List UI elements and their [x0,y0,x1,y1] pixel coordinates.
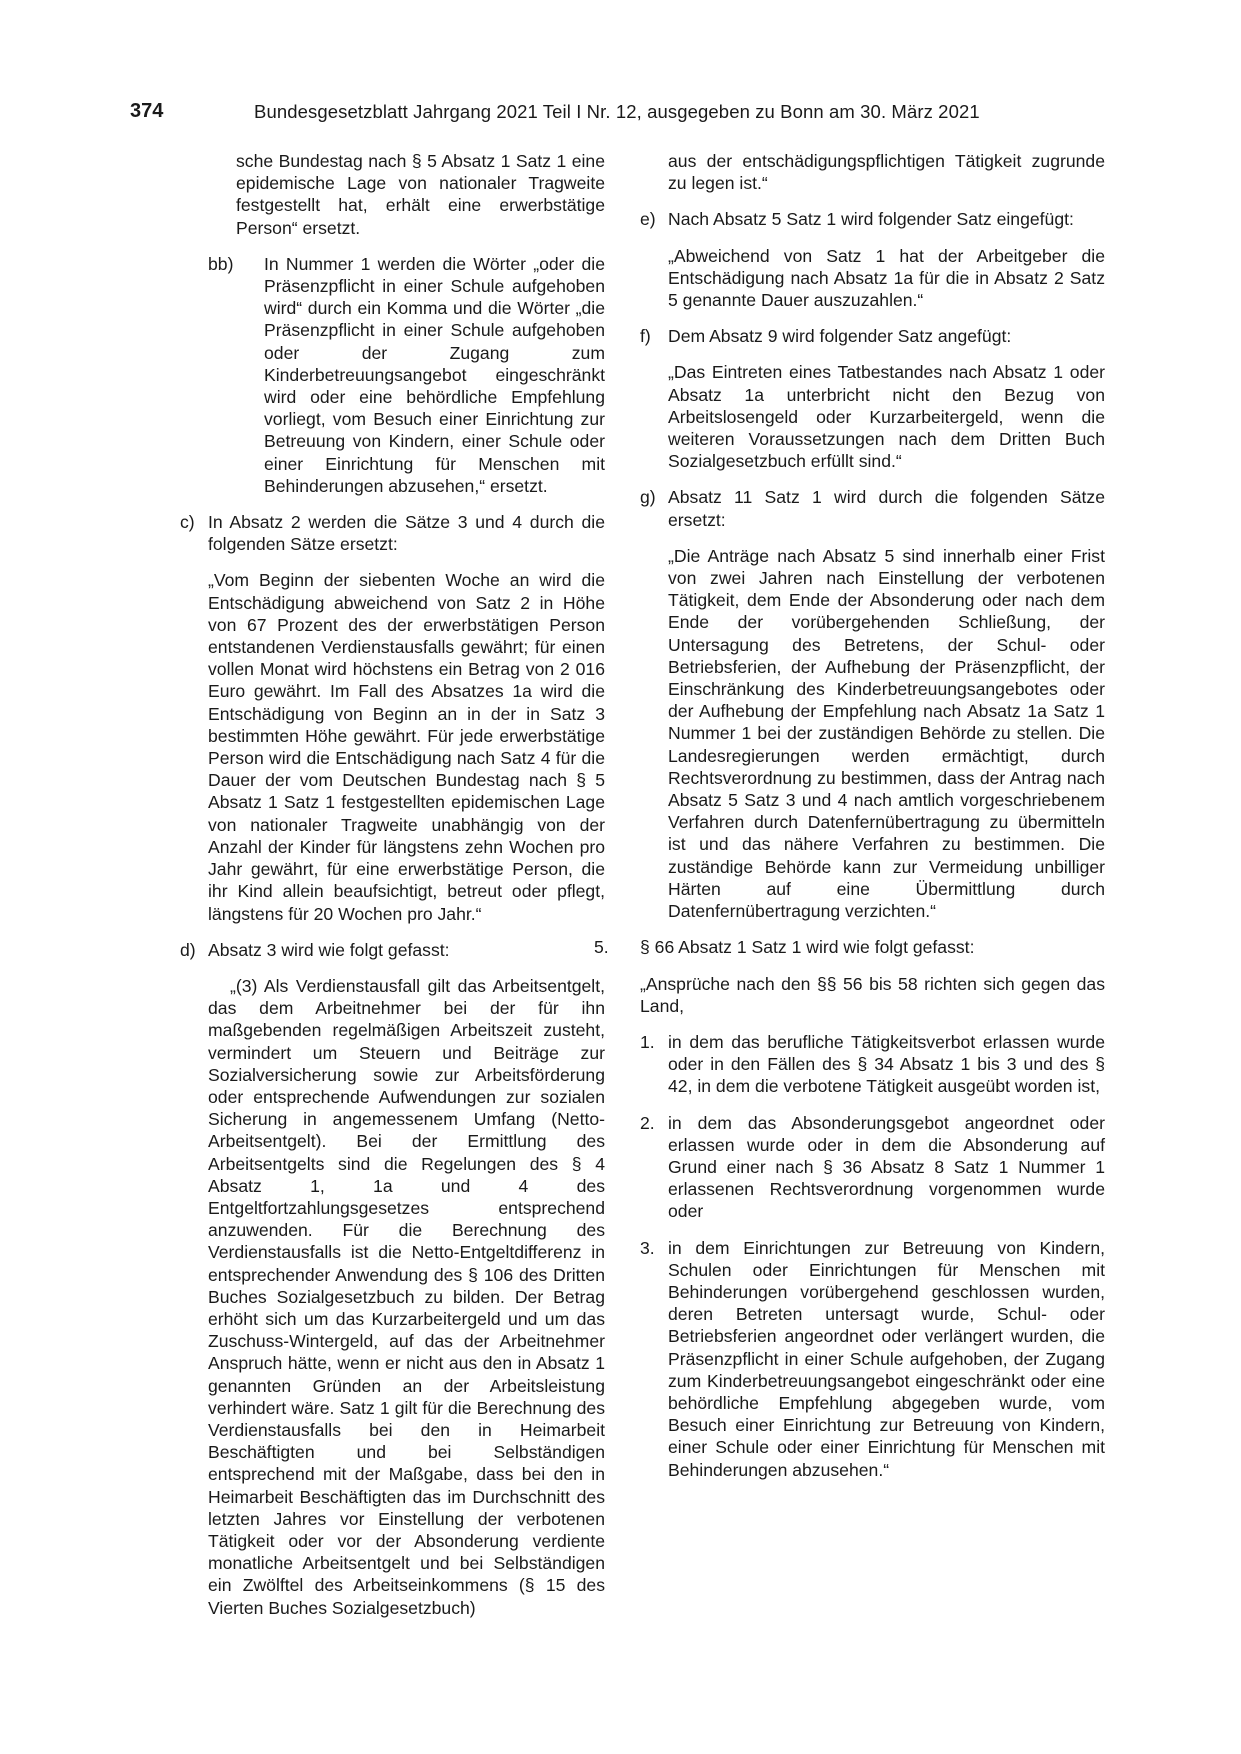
item-text: Absatz 11 Satz 1 wird durch die folgenden Sätze ersetzt: [668,487,1105,530]
item-text: in dem das Absonderungsgebot angeordnet oder erlassen wurde oder in dem die Absonderung auf Grund einer nach § 36 Absatz 8 Satz 1 Nummer 1 erlassenen Rechtsverordnung vorgenommen wurde oder [668,1112,1105,1222]
quote-g: „Die Anträge nach Absatz 5 sind innerhalb einer Frist von zwei Jahren nach Einstellung der verbotenen Tätigkeit, dem Ende der Absonderung oder nach dem Ende der vorübergehenden Schließung, der Untersagung des Betretens, der Schul- oder Betriebsferien, der Aufhebung der Präsenzpflicht, der Einschränkung des Kinderbetreuungsangebotes oder der Aufhebung der Empfehlung nach Absatz 1a Satz 1 Nummer 1 bei der zuständigen Behörde zu stellen. Die Landesregierungen werden ermächtigt, durch Rechtsverordnung zu bestimmen, dass der Antrag nach Absatz 5 Satz 3 und 4 nach amtlich vorgeschriebenem Verfahren durch Datenfernübertragung zu übermitteln ist und das nähere Verfahren zu bestimmen. Die zuständige Behörde kann zur Vermeidung unbilliger Härten auf eine Übermittlung durch Datenfernübertragung verzichten.“ [668,545,1105,922]
item-text: in dem das berufliche Tätigkeitsverbot erlassen wurde oder in den Fällen des § 34 Absatz 1 bis 3 und des § 42, in dem die verbotene Tätigkeit ausgeübt worden ist, [668,1031,1105,1097]
paragraph-continuation: sche Bundestag nach § 5 Absatz 1 Satz 1 eine epidemische Lage von nationaler Tragweite festgestellt hat, erhält eine erwerbstätige Person“ ersetzt. [236,151,605,238]
quote-c: „Vom Beginn der siebenten Woche an wird die Entschädigung abweichend von Satz 2 in Höhe von 67 Prozent des der erwerbstätigen Person entstandenen Verdienstausfalls gewährt; für einen vollen Monat wird höchstens ein Betrag von 2 016 Euro gewährt. Im Fall des Absatzes 1a wird die Entschädigung von Beginn an in der in Satz 3 bestimmten Höhe gewährt. Für jede erwerbstätige Person wird die Entschädigung nach Satz 4 für die Dauer der vom Deutschen Bundestag nach § 5 Absatz 1 Satz 1 festgestellten epidemischen Lage von nationaler Tragweite unabhängig von der Anzahl der Kinder für längstens zehn Wochen pro Jahr gewährt, für eine erwerbstätige Person, die ihr Kind allein beaufsichtigt, betreut oder pflegt, längstens für 20 Wochen pro Jahr.“ [208,570,605,924]
quote-d: „(3) Als Verdienstausfall gilt das Arbeitsentgelt, das dem Arbeitnehmer bei der für ihn maßgebenden regelmäßigen Arbeitszeit zusteht, vermindert um Steuern und Beiträge zur Sozialversicherung sowie zur Arbeitsförderung oder entsprechende Aufwendungen zur sozialen Sicherung in angemessenem Umfang (Netto-Arbeitsentgelt). Bei der Ermittlung des Arbeitsentgelts sind die Regelungen des § 4 Absatz 1, 1a und 4 des Entgeltfortzahlungsgesetzes entsprechend anzuwenden. Für die Berechnung des Verdienstausfalls ist die Netto-Entgeltdifferenz in entsprechender Anwendung des § 106 des Dritten Buches Sozialgesetzbuch zu bilden. Der Betrag erhöht sich um das Kurzarbeitergeld und um das Zuschuss-Wintergeld, auf das der Arbeitnehmer Anspruch hätte, wenn er nicht aus den in Absatz 1 genannten Gründen an der Arbeitsleistung verhindert wäre. Satz 1 gilt für die Berechnung des Verdienstausfalls bei den in Heimarbeit Beschäftigten und bei Selbständigen entsprechend mit der Maßgabe, dass bei den in Heimarbeit Beschäftigten das im Durchschnitt des letzten Jahres vor Einstellung der verbotenen Tätigkeit oder vor der Absonderung verdiente monatliche Arbeitsentgelt und bei Selbständigen ein Zwölftel des Arbeitseinkommens (§ 15 des Vierten Buches Sozialgesetzbuch) [208,975,605,1618]
quote-5-intro: „Ansprüche nach den §§ 56 bis 58 richten sich gegen das Land, [640,973,1105,1016]
list-item-d [180,939,605,961]
numbered-item-2 [640,1112,1105,1223]
paragraph-continuation: aus der entschädigungspflichtigen Tätigkeit zugrunde zu legen ist.“ [668,151,1105,194]
item-text: Absatz 3 wird wie folgt gefasst: [208,939,450,960]
list-item-e [640,208,1105,230]
item-label: c) [180,512,195,533]
item-text: § 66 Absatz 1 Satz 1 wird wie folgt gefasst: [640,937,975,958]
item-text: in dem Einrichtungen zur Betreuung von Kindern, Schulen oder Einrichtungen für Menschen mit Behinderungen vorübergehend geschlossen wurden, deren Betreten untersagt wurde, Schul- oder Betriebsferien angeordnet oder verlängert wurden, die Präsenzpflicht in einer Schule aufgehoben, der Zugang zum Kinderbetreuungsangebot eingeschränkt oder eine behördliche Empfehlung abgegeben wurde, vom Besuch einer Einrichtung zur Betreuung von Kindern, einer Schule oder einer Einrichtung für Menschen mit Behinderungen abzusehen.“ [668,1237,1105,1480]
item-text: In Nummer 1 werden die Wörter „oder die Präsenzpflicht in einer Schule aufgehoben wird“ durch ein Komma und die Wörter „die Präsenzpflicht in einer Schule aufgehoben oder der Zugang zum Kinderbetreuungsangebot eingeschränkt wird oder eine behördliche Empfehlung vorliegt, vom Besuch einer Einrichtung zur Betreuung von Kindern, einer Schule oder einer Einrichtung für Menschen mit Behinderungen abzusehen,“ ersetzt. [264,253,605,496]
item-label: f) [640,326,651,347]
list-item-c [180,511,605,555]
item-text: In Absatz 2 werden die Sätze 3 und 4 durch die folgenden Sätze ersetzt: [208,512,605,555]
item-label: 3. [640,1237,655,1258]
quote-e: „Abweichend von Satz 1 hat der Arbeitgeber die Entschädigung nach Absatz 1a für die in Absatz 2 Satz 5 genannte Dauer auszuzahlen.“ [668,245,1105,311]
list-item-5 [594,936,1105,958]
item-text: Nach Absatz 5 Satz 1 wird folgender Satz eingefügt: [668,209,1074,230]
item-label: d) [180,939,196,960]
item-text: Dem Absatz 9 wird folgender Satz angefügt: [668,326,1012,347]
item-label: 2. [640,1112,655,1133]
item-label: 5. [594,937,609,958]
item-label: 1. [640,1031,655,1052]
quote-f: „Das Eintreten eines Tatbestandes nach Absatz 1 oder Absatz 1a unterbricht nicht den Bezug von Arbeitslosengeld oder Kurzarbeitergeld, wenn die weiteren Voraussetzungen nach dem Dritten Buch Sozialgesetzbuch erfüllt sind.“ [668,362,1105,472]
item-label: bb) [208,253,234,274]
numbered-item-1 [640,1031,1105,1098]
right-column [594,150,1105,1495]
page-header-title: Bundesgesetzblatt Jahrgang 2021 Teil I Nr. 12, ausgegeben zu Bonn am 30. März 2021 [254,101,980,122]
list-item-f [640,325,1105,347]
item-label: g) [640,487,656,508]
left-column [180,150,605,1633]
list-item-bb [208,253,605,497]
numbered-item-3 [640,1237,1105,1481]
item-label: e) [640,209,656,230]
page-number: 374 [130,100,164,122]
list-item-g [640,486,1105,530]
